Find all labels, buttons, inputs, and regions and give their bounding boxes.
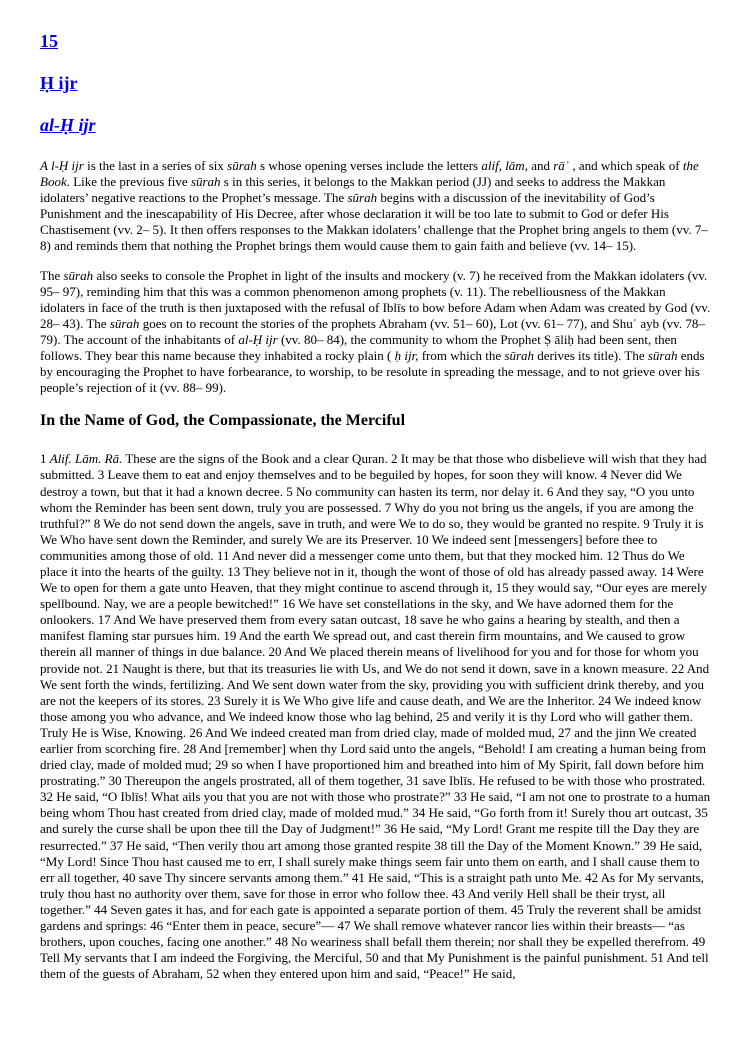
verses-paragraph: 1 Alif. Lām. Rā. These are the signs of the Book and a clear Quran. 2 It may be that those who disbelieve will wish that they had submitted. 3 Leave them to eat and enjoy themselves and to be beguiled by hopes, for soon they will know. 4 Never did We destroy a town, but that it had a known decree. 5 No community can hasten its term, nor delay it. 6 And they say, “O you unto whom the Reminder has been sent down, truly you are possessed. 7 Why do you not bring us the angels, if you are among the truthful?” 8 We do not send down the angels, save in truth, and were We to do so, they would be granted no respite. 9 Truly it is We Who have sent down the Reminder, and surely We are its Preserver. 10 We indeed sent [messengers] before thee to communities among those of old. 11 And never did a messenger come unto them, but that they mocked him. 12 Thus do We place it into the hearts of the guilty. 13 They believe not in it, though the wont of those of old has already passed away. 14 Were We to open for them a gate unto Heaven, that they might continue to ascend through it, 15 they would say, “Our eyes are merely spellbound. Nay, we are a people bewitched!” 16 We have set constellations in the sky, and We have adorned them for the onlookers. 17 And We have preserved them from every satan outcast, 18 save he who gains a hearing by stealth, and then a manifest flaming star pursues him. 19 And the earth We spread out, and cast therein firm mountains, and We caused to grow therein all manner of things in due balance. 20 And We placed therein means of livelihood for you and for those for whom you provide not. 21 Naught is there, but that its treasuries lie with Us, and We do not send it down, save in a known measure. 22 And We sent forth the winds, fertilizing. And We sent down water from the sky, providing you with sufficient drink thereby, and you are not the keepers of its stores. 23 Surely it is We Who give life and cause death, and We are the Inheritor. 24 We indeed know those among you who advance, and We indeed know those who lag behind, 25 and verily it is thy Lord who will gather them. Truly He is Wise, Knowing. 26 And We indeed created man from dried clay, made of molded mud, 27 and the jinn We created earlier from scorching fire. 28 And [remember] when thy Lord said unto the angels, “Behold! I am creating a human being from dried clay, made of molded mud; 29 so when I have proportioned him and breathed into him of My Spirit, fall down before him prostrating.” 30 Thereupon the angels prostrated, all of them together, 31 save Iblīs. He refused to be with those who prostrated. 32 He said, “O Iblīs! What ails you that you are not with those who prostrate?” 33 He said, “I am not one to prostrate to a human being whom Thou hast created from dried clay, made of molded mud.” 34 He said, “Go forth from it! Surely thou art outcast, 35 and surely the curse shall be upon thee till the Day of Judgment!” 36 He said, “My Lord! Grant me respite till the Day they are resurrected.” 37 He said, “Then verily thou art among those granted respite 38 till the Day of the Moment Known.” 39 He said, “My Lord! Since Thou hast caused me to err, I shall surely make things seem fair unto them on earth, and I shall cause them to err all together, 40 save Thy sincere servants among them.” 41 He said, “This is a straight path unto Me. 42 As for My servants, truly thou hast no authority over them, save for those in error who follow thee. 43 And verily Hell shall be their tryst, all together.” 44 Seven gates it has, and for each gate is appointed a separate portion of them. 45 Truly the reverent shall be amidst gardens and springs: 46 “Enter them in peace, secure”— 47 We shall remove whatever rancor lies within their breasts— “as brothers, upon couches, facing one another.” 48 No weariness shall befall them therein; nor shall they be expelled therefrom. 49 Tell My servants that I am indeed the Forgiving, the Merciful, 50 and that My Punishment is the painful punishment. 51 And tell them of the guests of Abraham, 52 when they entered upon him and said, “Peace!” He said, xyxy=(40,451,711,982)
chapter-title-link[interactable]: Ḥ ijr xyxy=(40,73,78,93)
chapter-number-heading xyxy=(40,30,713,52)
chapter-number-link[interactable]: 15 xyxy=(40,31,58,51)
intro-paragraph-2: The sūrah also seeks to console the Prophet in light of the insults and mockery (v. 7) he received from the Makkan idolaters (vv. 95– 97), reminding him that this was a common phenomenon among prophets (v. 11). The rebelliousness of the Makkan idolaters in face of the truth is then juxtaposed with the refusal of Iblīs to bow before Adam when Adam was created by God (vv. 28– 43). The sūrah goes on to recount the stories of the prophets Abraham (vv. 51– 60), Lot (vv. 61– 77), and Shuʿ ayb (vv. 78– 79). The account of the inhabitants of al-Ḥ ijr (vv. 80– 84), the community to whom the Prophet Ṣ āliḥ had been sent, then follows. They bear this name because they inhabited a rocky plain ( ḥ ijr, from which the sūrah derives its title). The sūrah ends by encouraging the Prophet to have forbearance, to worship, to be resolute in spreading the message, and to not grieve over his people’s rejection of it (vv. 88– 99). xyxy=(40,267,711,396)
bismillah-heading: In the Name of God, the Compassionate, the Merciful xyxy=(40,412,406,430)
chapter-transliteration-heading xyxy=(40,114,713,136)
chapter-transliteration-link[interactable]: al-Ḥ ijr xyxy=(40,115,96,135)
chapter-title-heading xyxy=(40,72,713,94)
intro-paragraph-1: A l-Ḥ ijr is the last in a series of six sūrah s whose opening verses include the letters alif, lām, and rāʾ , and which speak of the Book. Like the previous five sūrah s in this series, it belongs to the Makkan period (JJ) and seeks to address the Makkan idolaters’ negative reactions to the Prophet’s message. The sūrah begins with a discussion of the inevitability of God’s Punishment and the inescapability of His Decree, after whose declaration it will be too late to submit to God or defer His Chastisement (vv. 2– 5). It then offers responses to the Makkan idolaters’ challenge that the Prophet bring angels to them (vv. 7– 8) and reminds them that nothing the Prophet brings them would cause them to gain faith and believe (vv. 14– 15). xyxy=(40,158,708,254)
